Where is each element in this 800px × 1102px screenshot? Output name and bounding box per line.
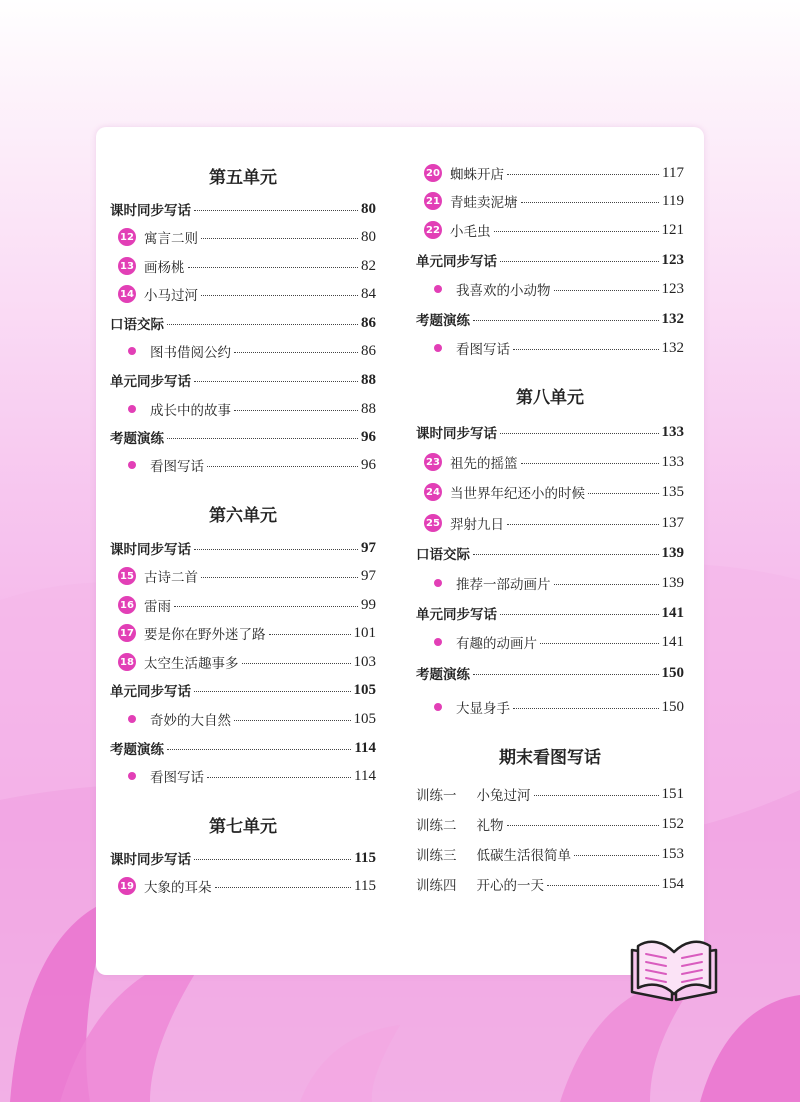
- toc-entry[interactable]: [416, 572, 684, 594]
- dot-leader: [507, 512, 659, 525]
- dot-leader: [513, 337, 659, 350]
- page-number: 135: [661, 483, 684, 500]
- entry-label: 小毛虫: [450, 224, 491, 240]
- entry-label: 考题演练: [110, 742, 164, 758]
- bullet-dot-icon: [434, 285, 442, 293]
- toc-entry[interactable]: [416, 602, 684, 624]
- toc-entry[interactable]: [416, 308, 684, 330]
- bullet-dot-icon: [128, 772, 136, 780]
- entry-label: 低碳生活很简单: [476, 848, 571, 864]
- lesson-number-badge: 21: [424, 192, 442, 210]
- entry-label: 礼物: [476, 818, 504, 834]
- bullet-dot-icon: [434, 638, 442, 646]
- entry-label: 我喜欢的小动物: [456, 283, 551, 299]
- entry-label: 小兔过河: [476, 788, 531, 804]
- dot-leader: [494, 219, 659, 232]
- dot-leader: [507, 813, 659, 826]
- entry-label: 口语交际: [110, 317, 164, 333]
- page-number: 88: [361, 400, 376, 417]
- dot-leader: [554, 278, 659, 291]
- dot-leader: [242, 651, 351, 664]
- training-tag: 训练二: [416, 818, 457, 834]
- page-number: 115: [354, 849, 376, 866]
- entry-label: 课时同步写话: [110, 542, 191, 558]
- open-book-icon: [628, 936, 720, 1004]
- dot-leader: [234, 340, 358, 353]
- lesson-number-badge: 15: [118, 567, 136, 585]
- section-title: 第五单元: [209, 168, 277, 188]
- page-number: 123: [661, 251, 684, 268]
- entry-label: 古诗二首: [144, 570, 198, 586]
- dot-leader: [188, 255, 359, 268]
- dot-leader: [194, 537, 358, 550]
- page-number: 114: [354, 767, 376, 784]
- page-number: 133: [661, 423, 684, 440]
- toc-entry[interactable]: [416, 451, 684, 473]
- entry-label: 考题演练: [110, 431, 164, 447]
- section-title: 第七单元: [209, 817, 277, 837]
- bullet-dot-icon: [434, 703, 442, 711]
- page-number: 132: [661, 339, 684, 356]
- page-number: 139: [661, 574, 684, 591]
- dot-leader: [207, 765, 351, 778]
- page-number: 105: [353, 681, 376, 698]
- dot-leader: [269, 622, 351, 635]
- dot-leader: [194, 369, 358, 382]
- page-number: 133: [661, 453, 684, 470]
- entry-label: 考题演练: [416, 667, 470, 683]
- page-number: 152: [661, 815, 684, 832]
- page-number: 151: [661, 785, 684, 802]
- entry-label: 看图写话: [150, 459, 204, 475]
- dot-leader: [167, 426, 358, 439]
- dot-leader: [540, 631, 659, 644]
- entry-label: 成长中的故事: [150, 403, 231, 419]
- entry-label: 看图写话: [456, 342, 510, 358]
- lesson-number-badge: 20: [424, 164, 442, 182]
- page-number: 119: [662, 192, 684, 209]
- dot-leader: [234, 398, 358, 411]
- toc-entry[interactable]: [416, 696, 684, 718]
- page-number: 86: [361, 342, 376, 359]
- toc-entry[interactable]: [110, 226, 376, 248]
- toc-entry[interactable]: [416, 512, 684, 534]
- page-number: 105: [353, 710, 376, 727]
- entry-label: 要是你在野外迷了路: [144, 627, 266, 643]
- toc-entry[interactable]: [416, 190, 684, 212]
- page-number: 154: [661, 875, 684, 892]
- toc-entry[interactable]: [416, 813, 684, 835]
- entry-label: 奇妙的大自然: [150, 713, 231, 729]
- page-number: 88: [361, 371, 376, 388]
- toc-entry[interactable]: [110, 340, 376, 362]
- page-number: 96: [361, 428, 376, 445]
- page-number: 121: [661, 221, 684, 238]
- page-number: 150: [661, 664, 684, 681]
- toc-entry[interactable]: [416, 278, 684, 300]
- entry-label: 课时同步写话: [416, 426, 497, 442]
- dot-leader: [194, 679, 351, 692]
- page-number: 150: [661, 698, 684, 715]
- toc-entry[interactable]: [110, 565, 376, 587]
- toc-entry[interactable]: [110, 875, 376, 897]
- toc-entry[interactable]: [110, 369, 376, 391]
- section-title: 第八单元: [516, 388, 584, 408]
- lesson-number-badge: 13: [118, 257, 136, 275]
- bullet-dot-icon: [128, 405, 136, 413]
- entry-label: 单元同步写话: [110, 374, 191, 390]
- lesson-number-badge: 17: [118, 624, 136, 642]
- toc-entry[interactable]: [416, 783, 684, 805]
- dot-leader: [588, 481, 659, 494]
- section-title: 期末看图写话: [499, 748, 601, 768]
- entry-label: 大显身手: [456, 701, 510, 717]
- entry-label: 寓言二则: [144, 231, 198, 247]
- toc-entry[interactable]: [110, 679, 376, 701]
- dot-leader: [167, 312, 358, 325]
- lesson-number-badge: 22: [424, 221, 442, 239]
- entry-label: 太空生活趣事多: [144, 656, 239, 672]
- toc-entry[interactable]: [110, 283, 376, 305]
- dot-leader: [500, 602, 659, 615]
- training-tag: 训练三: [416, 848, 457, 864]
- page-number: 86: [361, 314, 376, 331]
- toc-entry[interactable]: [416, 249, 684, 271]
- entry-label: 画杨桃: [144, 260, 185, 276]
- entry-label: 考题演练: [416, 313, 470, 329]
- toc-entry[interactable]: [110, 426, 376, 448]
- training-tag: 训练四: [416, 878, 457, 894]
- lesson-number-badge: 14: [118, 285, 136, 303]
- dot-leader: [513, 696, 659, 709]
- toc-entry[interactable]: [416, 219, 684, 241]
- entry-label: 看图写话: [150, 770, 204, 786]
- bullet-dot-icon: [128, 715, 136, 723]
- dot-leader: [574, 843, 659, 856]
- entry-label: 祖先的摇篮: [450, 456, 518, 472]
- dot-leader: [194, 847, 351, 860]
- lesson-number-badge: 24: [424, 483, 442, 501]
- bullet-dot-icon: [128, 461, 136, 469]
- page-number: 99: [361, 596, 376, 613]
- dot-leader: [507, 162, 659, 175]
- toc-entry[interactable]: [110, 537, 376, 559]
- entry-label: 当世界年纪还小的时候: [450, 486, 585, 502]
- entry-label: 课时同步写话: [110, 852, 191, 868]
- page-number: 80: [361, 228, 376, 245]
- lesson-number-badge: 18: [118, 653, 136, 671]
- page-number: 101: [353, 624, 376, 641]
- dot-leader: [473, 308, 659, 321]
- training-tag: 训练一: [416, 788, 457, 804]
- entry-label: 雷雨: [144, 599, 171, 615]
- toc-entry[interactable]: [110, 255, 376, 277]
- toc-entry[interactable]: [416, 843, 684, 865]
- page-number: 132: [661, 310, 684, 327]
- page-number: 137: [661, 514, 684, 531]
- dot-leader: [554, 572, 659, 585]
- toc-entry[interactable]: [416, 481, 684, 503]
- entry-label: 单元同步写话: [110, 684, 191, 700]
- lesson-number-badge: 23: [424, 453, 442, 471]
- dot-leader: [201, 283, 358, 296]
- page-number: 82: [361, 257, 376, 274]
- page-number: 103: [353, 653, 376, 670]
- page-number: 97: [361, 539, 376, 556]
- dot-leader: [500, 249, 659, 262]
- dot-leader: [201, 226, 358, 239]
- bullet-dot-icon: [434, 579, 442, 587]
- toc-entry[interactable]: [416, 662, 684, 684]
- page-number: 141: [661, 604, 684, 621]
- page-number: 80: [361, 200, 376, 217]
- toc-entry[interactable]: [416, 542, 684, 564]
- toc-entry[interactable]: [416, 337, 684, 359]
- entry-label: 推荐一部动画片: [456, 577, 551, 593]
- entry-label: 口语交际: [416, 547, 470, 563]
- entry-label: 蜘蛛开店: [450, 167, 504, 183]
- dot-leader: [473, 662, 659, 675]
- page-number: 114: [354, 739, 376, 756]
- entry-label: 图书借阅公约: [150, 345, 231, 361]
- dot-leader: [534, 783, 659, 796]
- toc-entry[interactable]: [110, 651, 376, 673]
- dot-leader: [473, 542, 659, 555]
- toc-entry[interactable]: [110, 594, 376, 616]
- dot-leader: [521, 451, 659, 464]
- page-number: 141: [661, 633, 684, 650]
- dot-leader: [234, 708, 351, 721]
- entry-label: 有趣的动画片: [456, 636, 537, 652]
- bullet-dot-icon: [434, 344, 442, 352]
- toc-entry[interactable]: [110, 312, 376, 334]
- toc-entry[interactable]: [416, 873, 684, 895]
- dot-leader: [167, 737, 351, 750]
- toc-card: [96, 127, 704, 975]
- dot-leader: [174, 594, 358, 607]
- toc-entry[interactable]: [110, 847, 376, 869]
- page-number: 115: [354, 877, 376, 894]
- toc-entry[interactable]: [110, 622, 376, 644]
- entry-label: 单元同步写话: [416, 607, 497, 623]
- toc-entry[interactable]: [416, 162, 684, 184]
- page-number: 123: [661, 280, 684, 297]
- toc-entry[interactable]: [110, 454, 376, 476]
- entry-label: 羿射九日: [450, 517, 504, 533]
- toc-entry[interactable]: [110, 765, 376, 787]
- dot-leader: [194, 198, 358, 211]
- page-number: 139: [661, 544, 684, 561]
- page-number: 97: [361, 567, 376, 584]
- dot-leader: [215, 875, 352, 888]
- toc-entry[interactable]: [110, 398, 376, 420]
- toc-entry[interactable]: [416, 421, 684, 443]
- bullet-dot-icon: [128, 347, 136, 355]
- toc-entry[interactable]: [110, 708, 376, 730]
- page-number: 96: [361, 456, 376, 473]
- lesson-number-badge: 19: [118, 877, 136, 895]
- dot-leader: [207, 454, 358, 467]
- entry-label: 单元同步写话: [416, 254, 497, 270]
- entry-label: 开心的一天: [476, 878, 544, 894]
- entry-label: 课时同步写话: [110, 203, 191, 219]
- entry-label: 青蛙卖泥塘: [450, 195, 518, 211]
- toc-entry[interactable]: [110, 198, 376, 220]
- page-number: 153: [661, 845, 684, 862]
- entry-label: 大象的耳朵: [144, 880, 212, 896]
- page-number: 117: [662, 164, 684, 181]
- dot-leader: [547, 873, 659, 886]
- page-number: 84: [361, 285, 376, 302]
- section-title: 第六单元: [209, 506, 277, 526]
- dot-leader: [521, 190, 660, 203]
- dot-leader: [201, 565, 358, 578]
- dot-leader: [500, 421, 659, 434]
- lesson-number-badge: 12: [118, 228, 136, 246]
- toc-entry[interactable]: [110, 737, 376, 759]
- entry-label: 小马过河: [144, 288, 198, 304]
- lesson-number-badge: 16: [118, 596, 136, 614]
- lesson-number-badge: 25: [424, 514, 442, 532]
- toc-entry[interactable]: [416, 631, 684, 653]
